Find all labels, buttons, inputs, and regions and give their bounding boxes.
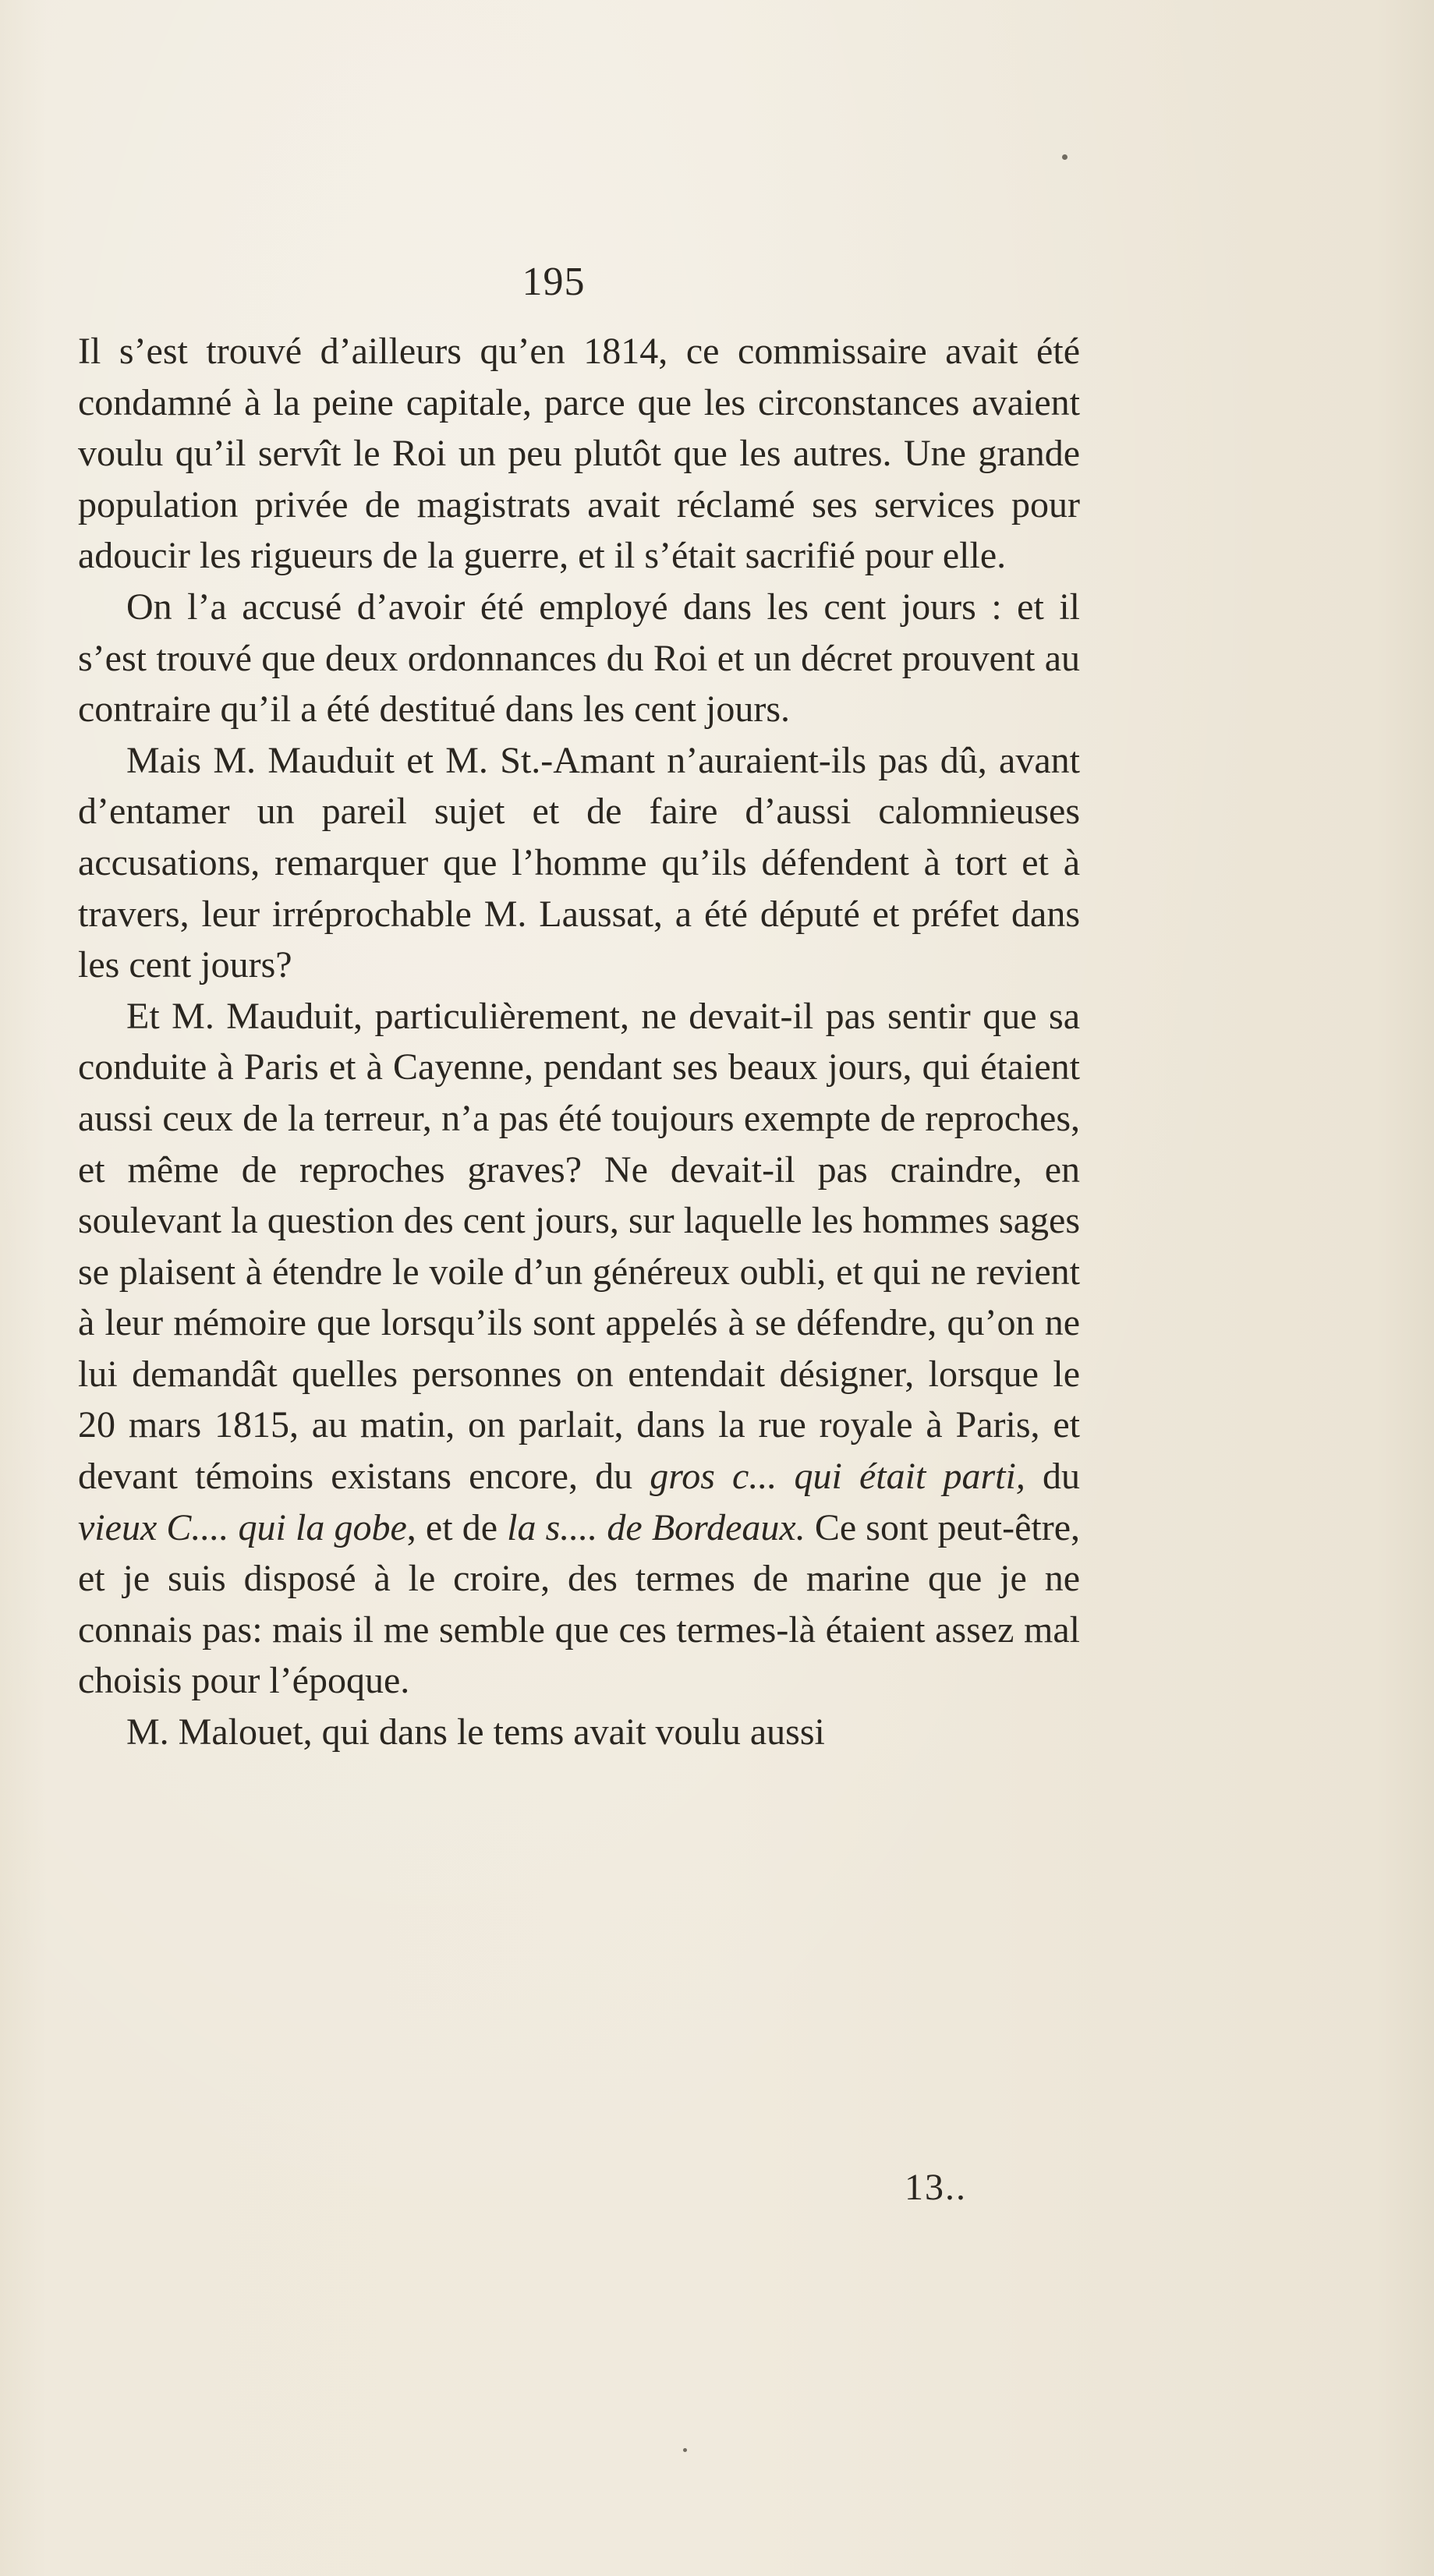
paragraph-2-text: On l’a accusé d’avoir été employé dans les cent jours : et il s’est trouvé que deux ordonnances du Roi et un décret prouvent au contraire qu’il a été destitué dans les cent jours. [78, 586, 1080, 731]
paragraph-4-text-c: , et de [406, 1506, 508, 1548]
paragraph-1 [78, 326, 1080, 582]
page-number: 195 [522, 260, 586, 304]
paper-speck [1062, 154, 1068, 160]
paragraph-2 [78, 582, 1080, 735]
paragraph-4-italic-b: vieux C.... qui la gobe [78, 1506, 407, 1548]
paragraph-3-text: Mais M. Mauduit et M. St.-Amant n’auraient-ils pas dû, avant d’entamer un pareil sujet et de faire d’aussi calomnieuses accusations, remarquer que l’homme qu’ils défendent à tort et à travers, leur irréprochable M. Laussat, a été député et préfet dans les cent jours? [78, 739, 1080, 986]
paragraph-4-text-a: Et M. Mauduit, particulièrement, ne devait-il pas sentir que sa conduite à Paris et à Cayenne, pendant ses beaux jours, qui étaient aussi ceux de la terreur, n’a pas été toujours exempte de reproches, et même de reproches graves? Ne devait-il pas craindre, en soulevant la question des cent jours, sur laquelle les hommes sages se plaisent à étendre le voile d’un généreux oubli, et qui ne revient à leur mémoire que lorsqu’ils sont appelés à se défendre, qu’on ne lui demandât quelles personnes on entendait désigner, lorsque le 20 mars 1815, au matin, on parlait, dans la rue royale à Paris, et devant témoins existans encore, du [78, 995, 1080, 1498]
paper-speck [683, 2448, 687, 2452]
paragraph-4 [78, 991, 1080, 1707]
paragraph-4-italic-a: gros c... qui était parti, [650, 1456, 1025, 1498]
paragraph-1-text: Il s’est trouvé d’ailleurs qu’en 1814, ce commissaire avait été condamné à la peine capitale, parce que les circonstances avaient voulu qu’il servît le Roi un peu plutôt que les autres. Une grande population privée de magistrats avait réclamé ses services pour adoucir les rigueurs de la guerre, et il s’était sacrifié pour elle. [78, 331, 1080, 577]
paragraph-4-text-d: Ce sont peut-être, et je suis disposé à le croire, des termes de marine que je ne connais pas: mais il me semble que ces termes-là étaient assez mal choisis pour l’époque. [78, 1506, 1080, 1702]
paragraph-3 [78, 735, 1080, 991]
paragraph-4-italic-c: la s.... de Bordeaux. [507, 1506, 806, 1548]
paragraph-4-text-b: du [1025, 1456, 1081, 1498]
signature-mark: 13.. [905, 2167, 967, 2208]
paragraph-5-text: M. Malouet, qui dans le tems avait voulu aussi [126, 1711, 825, 1753]
paragraph-5 [78, 1707, 1080, 1758]
body-text [78, 326, 1080, 1758]
